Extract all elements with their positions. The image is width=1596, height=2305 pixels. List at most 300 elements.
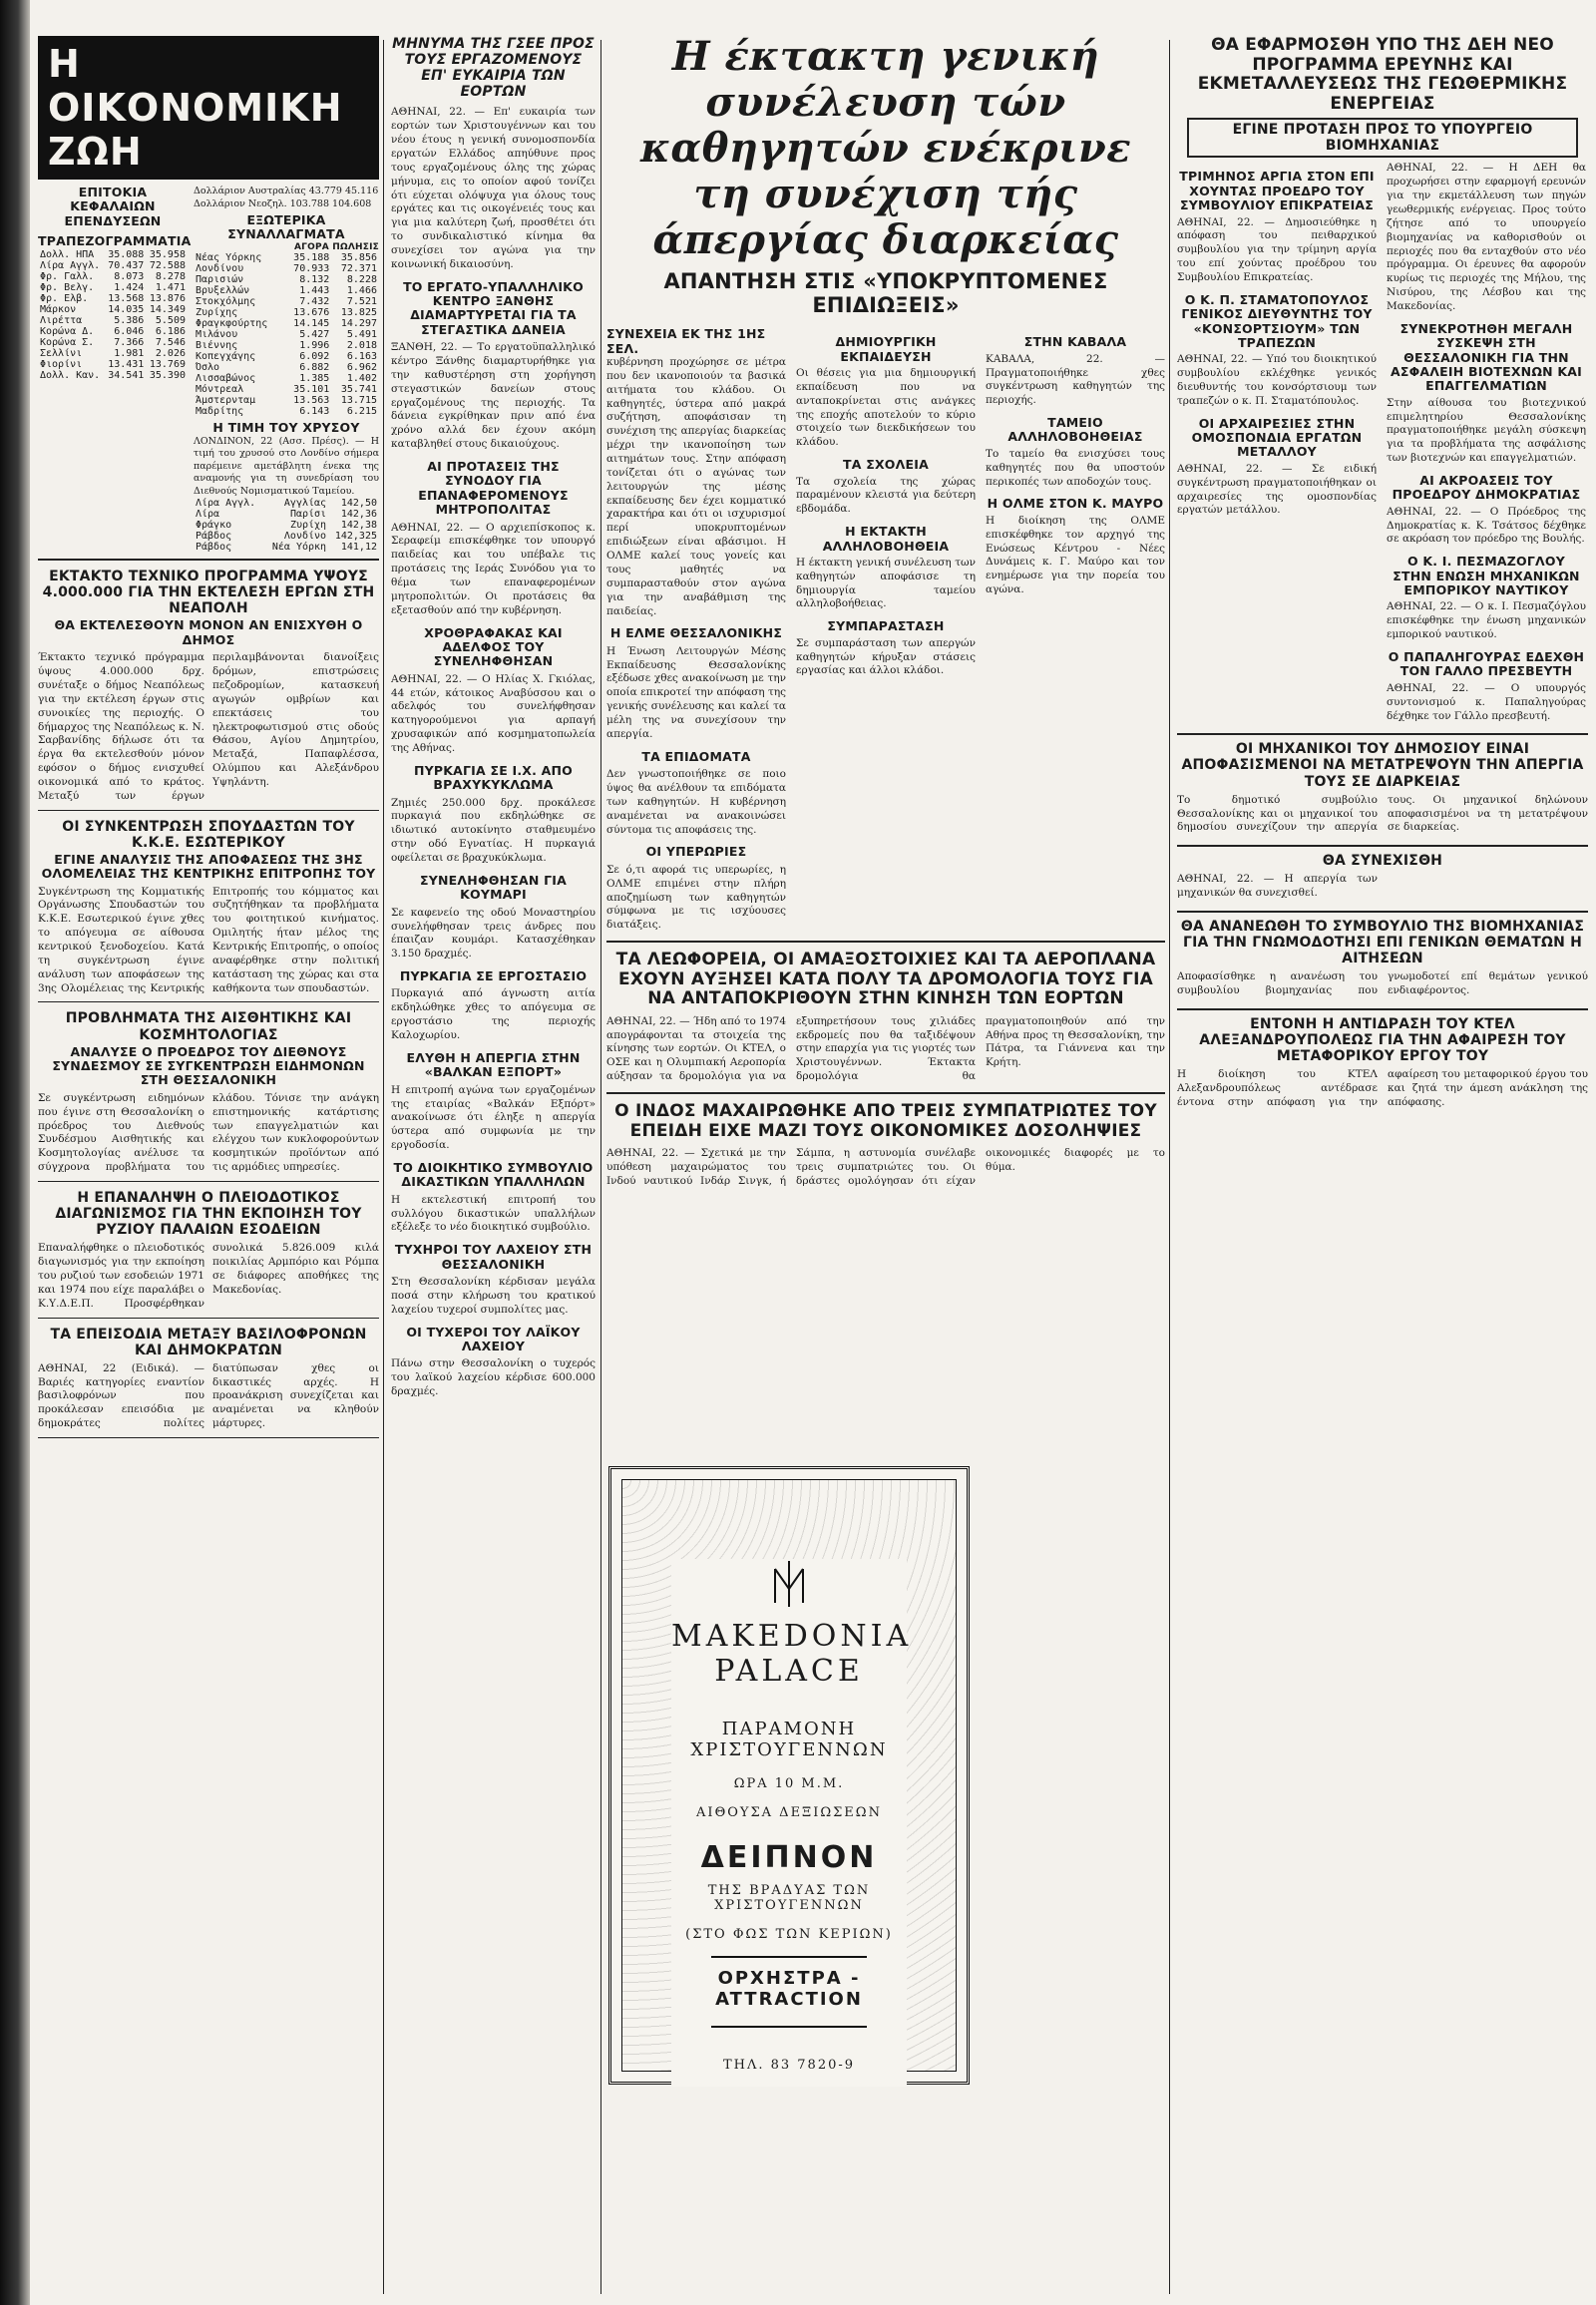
center-subarticles-2 <box>796 327 976 933</box>
article-title: Ο Κ. Π. ΣΤΑΜΑΤΟΠΟΥΛΟΣ ΓΕΝΙΚΟΣ ΔΙΕΥΘΥΝΤΗΣ ΤΟΥ «ΚΟΝΣΟΡΤΣΙΟΥΜ» ΤΩΝ ΤΡΑΠΕΖΩΝ <box>1181 291 1373 350</box>
article-text: ΑΘΗΝΑΙ, 22. — Η απεργία των μηχανικών θα συνεχισθεί. <box>1177 873 1378 900</box>
article <box>796 335 976 450</box>
article-title: Η ΕΚΤΑΚΤΗ ΑΛΛΗΛΟΒΟΗΘΕΙΑ <box>822 524 950 554</box>
article-title: ΕΚΤΑΚΤΟ ΤΕΧΝΙΚΟ ΠΡΟΓΡΑΜΜΑ ΥΨΟΥΣ 4.000.000 ΓΙΑ ΤΗΝ ΕΚΤΕΛΕΣΗ ΕΡΓΩΝ ΣΤΗ ΝΕΑΠΟΛΗ <box>42 569 375 617</box>
ad-brand: MAKEDONIA PALACE <box>671 1619 913 1689</box>
fx-heading: ΕΞΩΤΕΡΙΚΑ ΣΥΝΑΛΛΑΓΜΑΤΑ <box>227 212 345 242</box>
bank-notes-block <box>38 185 192 553</box>
article <box>38 1190 379 1319</box>
article <box>391 1161 596 1235</box>
table-row <box>194 531 379 542</box>
dollar-line: Δολλάριον Αυστραλίας 43.779 45.116 <box>194 186 379 196</box>
table-row <box>194 296 379 307</box>
article-title: ΘΑ ΑΝΑΝΕΩΘΗ ΤΟ ΣΥΜΒΟΥΛΙΟ ΤΗΣ ΒΙΟΜΗΧΑΝΙΑΣ ΓΙΑ ΤΗΝ ΓΝΩΜΟΔΟΤΗΣΙ ΕΠΙ ΓΕΝΙΚΩΝ ΘΕΜΑΤΩΝ Η ΑΙΤΗΣΕΩΝ <box>1180 919 1585 967</box>
column-rule <box>1169 40 1170 2294</box>
article-text: Έκτακτο τεχνικό πρόγραμμα ύψους 4.000.000 δρχ. συνέταξε ο δήμος Νεαπόλεως για την εκτέλεση έργων στις συνοικίες της περιοχής. Ο δήμαρχος της Νεαπόλεως κ. Ν. Σαρβανίδης δήλωσε ότι τα έργα θα εκτελεσθούν μόνον εφόσον ο δήμος ενισχυθεί οικονομικά από το κράτος. Μεταξύ των έργων περιλαμβάνονται διανοίξεις δρόμων, επιστρώσεις πεζοδρομίων, κατασκευή αγωγών ομβρίων και επεκτάσεις του ηλεκτροφωτισμού στις οδούς Θάσου, Αγίου Δημητρίου, Μεταξά, Παπαφλέσσα, Ολύμπου και Αλεξάνδρου Υψηλάντη. <box>38 651 379 802</box>
table-row <box>38 359 188 370</box>
geothermal-subhead: ΕΓΙΝΕ ΠΡΟΤΑΣΗ ΠΡΟΣ ΤΟ ΥΠΟΥΡΓΕΙΟ ΒΙΟΜΗΧΑΝΙΑΣ <box>1187 118 1578 158</box>
table-row <box>38 249 188 260</box>
article-title: ΟΙ ΤΥΧΕΡΟΙ ΤΟΥ ΛΑΪΚΟΥ ΛΑΧΕΙΟΥ <box>406 1324 581 1353</box>
article-title: ΑΙ ΠΡΟΤΑΣΕΙΣ ΤΗΣ ΣΥΝΟΔΟΥ ΓΙΑ ΕΠΑΝΑΦΕΡΟΜΕΝΟΥΣ ΜΗΤΡΟΠΟΛΙΤΑΣ <box>418 459 569 518</box>
table-cell: Όσλο <box>196 362 220 374</box>
main-subhead: ΑΠΑΝΤΗΣΗ ΣΤΙΣ «ΥΠΟΚΡΥΠΤΟΜΕΝΕΣ ΕΠΙΔΙΩΞΕΙΣ» <box>663 269 1108 318</box>
article-text: Επαναλήφθηκε ο πλειοδοτικός διαγωνισμός για την εκποίηση του ρυζιού των εσοδειών 1971 και 1974 που είχε παραλάβει ο Κ.Υ.Δ.Ε.Π. Προσφέρθηκαν συνολικά 5.826.009 κιλά ποικιλίας Αρμπόριο και Ρόμπα σε διάφορες αποθήκες της Μακεδονίας. <box>38 1242 379 1310</box>
table-row <box>38 260 188 271</box>
table-cell: 142,36 <box>340 509 377 521</box>
article-title: ΣΥΝΕΚΡΟΤΗΘΗ ΜΕΓΑΛΗ ΣΥΣΚΕΨΗ ΣΤΗ ΘΕΣΣΑΛΟΝΙΚΗ ΓΙΑ ΤΗΝ ΑΣΦΑΛΕΙΗ ΒΙΟΤΕΧΝΩΝ ΚΑΙ ΕΠΑΓΓΕΛΜΑΤΙΩΝ <box>1390 320 1582 394</box>
table-row <box>194 384 379 395</box>
article-title: ΣΥΝΕΛΗΦΘΗΣΑΝ ΓΙΑ ΚΟΥΜΑΡΙ <box>420 872 567 903</box>
table-row <box>194 252 379 263</box>
article-title: ΘΑ ΣΥΝΕΧΙΣΘΗ <box>1322 853 1443 870</box>
main-story-body <box>606 327 1165 933</box>
table-cell: 35.088 <box>108 248 145 260</box>
table-cell: Κορώνα Δ. <box>40 325 95 337</box>
bank-notes-heading: ΤΡΑΠΕΖΟΓΡΑΜΜΑΤΙΑ <box>38 233 192 249</box>
article <box>391 1243 596 1317</box>
article-title: ΣΥΜΠΑΡΑΣΤΑΣΗ <box>827 618 945 634</box>
column-rule <box>383 40 384 2294</box>
center-lower-right <box>980 1466 1163 2085</box>
article-text: Η εκτελεστική επιτροπή του συλλόγου δικαστικών υπαλλήλων εξέλεξε το νέο διοικητικό συμβούλιο. <box>391 1193 596 1234</box>
market-tables <box>38 186 379 553</box>
table-cell: Φράγκο <box>196 520 232 532</box>
divider <box>38 559 379 561</box>
table-cell: Φραγκφούρτης <box>196 318 268 330</box>
table-row <box>194 274 379 285</box>
gsee-text: ΑΘΗΝΑΙ, 22. — Επ' ευκαιρία των εορτών των Χριστουγέννων και του νέου έτους η γενική συνομοσπονδία εργατών Ελλάδος απηύθυνε προς τους εργαζομένους όλης της χώρας μήνυμα, εις το οποίον αφού τονίζει ότι εύχεται ολόψυχα για όλους τους εργάτες και τις οικογένειές τους και για μια καλύτερη ζωή, προσθέτει ότι το συνδικαλιστικό κίνημα θα συνεχίσει τον αγώνα για την κοινωνική δικαιοσύνη. <box>391 106 596 270</box>
ad-line-7: ΟΡΧΗΣΤΡΑ - ATTRACTION <box>715 1968 863 2010</box>
divider <box>38 810 379 811</box>
table-cell: 6.143 <box>299 406 330 418</box>
table-cell: Φρ. Βελγ. <box>40 281 95 293</box>
article-title: ΤΑ ΣΧΟΛΕΙΑ <box>843 457 929 473</box>
divider <box>606 1092 1165 1094</box>
ad-divider <box>711 2026 867 2028</box>
article <box>391 764 596 866</box>
table-cell: 72.371 <box>340 263 377 275</box>
table-cell: 14.035 <box>108 303 145 315</box>
article <box>391 874 596 961</box>
article-subtitle: ΕΓΙΝΕ ΑΝΑΛΥΣΙΣ ΤΗΣ ΑΠΟΦΑΣΕΩΣ ΤΗΣ 3ΗΣ ΟΛΟΜΕΛΕΙΑΣ ΤΗΣ ΚΕΝΤΡΙΚΗΣ ΕΠΙΤΡΟΠΗΣ ΤΟΥ <box>41 851 376 882</box>
article-text: Η επιτροπή αγώνα των εργαζομένων της εταιρίας «Βαλκάν Εξπόρτ» ανακοίνωσε ότι έληξε η απεργία ύστερα από συμφωνία με την εργοδοσία. <box>391 1083 596 1152</box>
divider <box>1177 733 1588 735</box>
article-text: Η διοίκηση της ΟΛΜΕ επισκέφθηκε τον αρχηγό της Ενώσεως Κέντρου - Νέες Δυνάμεις κ. Γ. Μαύρο και τον ενημέρωσε για την πορεία του αγώνα. <box>986 514 1165 596</box>
article <box>1177 293 1377 409</box>
table-cell: Λονδίνο <box>283 531 327 543</box>
article-text: Σε συγκέντρωση ειδημόνων που έγινε στη Θεσσαλονίκη ο πρόεδρος του Διεθνούς Συνδέσμου Αισθητικής και Κοσμητολογίας ανέλυσε τα σύγχρονα προβλήματα του κλάδου. Τόνισε την ανάγκη επιστημονικής κατάρτισης των επαγγελματιών και ελέγχου των κυκλοφορούντων κοσμητικών προϊόντων από τις αρμόδιες υπηρεσίες. <box>38 1091 379 1174</box>
article <box>38 569 379 810</box>
table-row <box>194 329 379 340</box>
main-headline: Η έκτακτη γενική συνέλευση τών καθηγητών ενέκρινε τη συνέχιση τής άπεργίας διαρκείας <box>639 34 1132 263</box>
table-cell: Δολλ. Καν. <box>40 369 101 381</box>
right-subcolumn-a <box>1177 162 1377 723</box>
table-cell: 6.092 <box>299 351 330 363</box>
right-body <box>1177 162 1588 723</box>
article <box>391 460 596 618</box>
table-cell: 35.390 <box>149 369 186 381</box>
table-row <box>194 498 379 509</box>
article-text: Τα σχολεία της χώρας παραμένουν κλειστά για δεύτερη εβδομάδα. <box>796 475 976 516</box>
geothermal-text: ΑΘΗΝΑΙ, 22. — Η ΔΕΗ θα προχωρήσει στην εφαρμογή ερευνών για την εκμετάλλευση των πηγών γεωθερμικής ενέργειας. Προς τούτο ζήτησε από το υπουργείο βιομηχανίας να καθορισθούν οι περιοχές που θα ενταχθούν στο νέο πρόγραμμα. Οι έρευνες θα αφορούν κυρίως τις περιοχές της Μήλου, της Νισύρου, της Λέσβου και της Μακεδονίας. <box>1387 162 1586 312</box>
article <box>1177 845 1588 901</box>
table-row <box>194 340 379 351</box>
article <box>986 497 1165 597</box>
divider <box>1177 911 1588 913</box>
divider <box>38 1001 379 1002</box>
article-subtitle: ΑΝΑΛΥΣΕ Ο ΠΡΟΕΔΡΟΣ ΤΟΥ ΔΙΕΘΝΟΥΣ ΣΥΝΔΕΣΜΟΥ ΣΕ ΣΥΓΚΕΝΤΡΩΣΗ ΕΙΔΗΜΟΝΩΝ ΣΤΗ ΘΕΣΣΑΛΟΝΙΚΗ <box>52 1043 365 1088</box>
article-title: ΤΥΧΗΡΟΙ ΤΟΥ ΛΑΧΕΙΟΥ ΣΤΗ ΘΕΣΣΑΛΟΝΙΚΗ <box>394 1242 593 1272</box>
table-cell: Λίρα Αγγλ. <box>196 498 256 510</box>
table-row <box>194 362 379 373</box>
article-text: Στην αίθουσα του βιοτεχνικού επιμελητηρίου Θεσσαλονίκης πραγματοποιήθηκε μεγάλη σύσκεψη για τα προβλήματα της ασφάλισης των βιοτεχνών και επαγγελματιών. <box>1387 396 1586 465</box>
table-cell: Λίρα <box>196 509 220 521</box>
column-two <box>391 36 596 2295</box>
table-cell: 6.215 <box>346 406 377 418</box>
article-text: Πάνω στην Θεσσαλονίκη ο τυχερός του λαϊκού λαχείου κέρδισε 600.000 δραχμές. <box>391 1357 596 1398</box>
article <box>1387 650 1586 723</box>
article-title: ΠΡΟΒΛΗΜΑΤΑ ΤΗΣ ΑΙΣΘΗΤΙΚΗΣ ΚΑΙ ΚΟΣΜΗΤΟΛΟΓΙΑΣ <box>65 1010 352 1043</box>
article-text: ΑΘΗΝΑΙ, 22. — Ο κ. Ι. Πεσμαζόγλου επισκέφθηκε την ένωση μηχανικών εμπορικού ναυτικού. <box>1387 600 1586 641</box>
article <box>796 525 976 611</box>
article-text: Στη Θεσσαλονίκη κέρδισαν μεγάλα ποσά στην κλήρωση του κρατικού λαχείου τυχεροί συμπολίτες μας. <box>391 1276 596 1316</box>
article <box>391 1051 596 1153</box>
left-column <box>38 36 379 2295</box>
article <box>1177 911 1588 998</box>
article <box>606 845 786 933</box>
table-cell: 13.825 <box>340 307 377 319</box>
article-title: Ο ΠΑΠΑΛΗΓΟΥΡΑΣ ΕΔΕΧΘΗ ΤΟΝ ΓΑΛΛΟ ΠΡΕΣΒΕΥΤΗ <box>1388 649 1585 679</box>
table-row <box>194 285 379 296</box>
table-cell: 14.145 <box>293 318 330 330</box>
continuation-label: ΣΥΝΕΧΕΙΑ ΕΚ ΤΗΣ 1ΗΣ ΣΕΛ. <box>606 326 766 356</box>
article <box>796 458 976 517</box>
indian-text: ΑΘΗΝΑΙ, 22. — Σχετικά με την υπόθεση μαχαιρώματος του Ινδού ναυτικού Ινδάρ Σινγκ, ή Σάμπα, η αστυνομία συνέλαβε τρεις συμπατριώτες του. Οι δράστες ομολόγησαν ότι είχαν οικονομικές διαφορές με το θύμα. <box>606 1147 1165 1187</box>
article-text: ΑΘΗΝΑΙ, 22. — Ο υπουργός συντονισμού κ. Παπαληγούρας δέχθηκε τον Γάλλο πρεσβευτή. <box>1387 681 1586 722</box>
article-text: ΑΘΗΝΑΙ, 22. — Ο Ηλίας Χ. Γκιόλας, 44 ετών, κάτοικος Αναβύσσου και ο αδελφός του συνελήφθησαν κατηγορούμενοι για αρπαγή χρυσαφικών από κοσμηματοπωλεία της Αθήνας. <box>391 672 596 754</box>
table-cell: Βιέννης <box>196 340 238 352</box>
table-cell: Δολλ. ΗΠΑ <box>40 248 95 260</box>
table-cell: Ζυρίχης <box>196 307 238 319</box>
article <box>606 750 786 838</box>
table-cell: Ζυρίχη <box>289 520 327 532</box>
ad-line-6: (ΣΤΟ ΦΩΣ ΤΩΝ ΚΕΡΙΩΝ) <box>685 1927 893 1942</box>
table-cell: 1.996 <box>299 340 330 352</box>
article-title: ΟΙ ΜΗΧΑΝΙΚΟΙ ΤΟΥ ΔΗΜΟΣΙΟΥ ΕΙΝΑΙ ΑΠΟΦΑΣΙΣΜΕΝΟΙ ΝΑ ΜΕΤΑΤΡΕΨΟΥΝ ΤΗΝ ΑΠΕΡΓΙΑ ΤΟΥΣ ΣΕ ΔΙΑΡΚΕΙΑΣ <box>1181 741 1584 790</box>
divider <box>38 1437 379 1438</box>
article-text: Πυρκαγιά από άγνωστη αιτία εκδηλώθηκε χθες το απόγευμα σε εργοστάσιο της περιοχής Καλοχωρίου. <box>391 987 596 1042</box>
article-title: ΤΡΙΜΗΝΟΣ ΑΡΓΙΑ ΣΤΟΝ ΕΠΙ ΧΟΥΝΤΑΣ ΠΡΟΕΔΡΟ ΤΟΥ ΣΥΜΒΟΥΛΙΟΥ ΕΠΙΚΡΑΤΕΙΑΣ <box>1179 169 1375 213</box>
table-cell: 141,12 <box>340 542 377 554</box>
article-text: Αποφασίσθηκε η ανανέωση του συμβουλίου βιομηχανίας που γνωμοδοτεί επί θεμάτων γενικού ενδιαφέροντος. <box>1177 970 1588 997</box>
table-row <box>194 509 379 520</box>
article-title: Η ΕΠΑΝΑΛΗΨΗ Ο ΠΛΕΙΟΔΟΤΙΚΟΣ ΔΙΑΓΩΝΙΣΜΟΣ ΓΙΑ ΤΗΝ ΕΚΠΟΙΗΣΗ ΤΟΥ ΡΥΖΙΟΥ ΠΑΛΑΙΩΝ ΕΣΟΔΕΙΩΝ <box>55 1189 362 1239</box>
table-row <box>38 304 188 315</box>
table-cell: Φιορίνι <box>40 358 83 370</box>
article-text: Δεν γνωστοποιήθηκε σε ποιο ύψος θα ανέλθουν τα επιδόματα των καθηγητών. Η κυβέρνηση αναμένεται να ανακοινώσει σύντομα τις αποφάσεις της. <box>606 768 786 836</box>
article-text: ΑΘΗΝΑΙ, 22 (Ειδικά). — Βαριές κατηγορίες εναντίον βασιλοφρόνων που προκάλεσαν επεισόδια με δημοκράτες πολίτες διατύπωσαν χθες οι δικαστικές αρχές. Η προανάκριση συνεχίζεται και αναμένεται να κληθούν μάρτυρες. <box>38 1361 379 1430</box>
article-text: ΑΘΗΝΑΙ, 22. — Δημοσιεύθηκε η απόφαση του πειθαρχικού συμβουλίου για την τρίμηνη αργία του επί χούντας προέδρου του Συμβουλίου Επικρατείας. <box>1177 215 1377 283</box>
table-cell: 5.427 <box>299 329 330 341</box>
fx-table <box>194 252 379 417</box>
article-title: ΠΥΡΚΑΓΙΑ ΣΕ ΕΡΓΟΣΤΑΣΙΟ <box>399 968 588 984</box>
article-text: ΑΘΗΝΑΙ, 22. — Σε ειδική συγκέντρωση πραγματοποιήθηκαν οι αρχαιρεσίες της ομοσπονδίας εργατών μετάλλου. <box>1177 462 1377 517</box>
table-row <box>194 373 379 384</box>
table-cell: 14.349 <box>149 303 186 315</box>
table-cell: 6.186 <box>155 325 186 337</box>
table-cell: 5.386 <box>114 314 145 326</box>
article <box>1387 555 1586 642</box>
table-cell: 2.026 <box>155 347 186 359</box>
table-row <box>38 293 188 304</box>
fx-block <box>194 186 379 553</box>
article-text: ΑΘΗΝΑΙ, 22. — Ο Πρόεδρος της Δημοκρατίας κ. Κ. Τσάτσος δέχθηκε σε ακρόαση τον πρόεδρο της Βουλής. <box>1387 505 1586 546</box>
table-cell: 1.443 <box>299 285 330 297</box>
table-cell: Βρυξελλών <box>196 285 250 297</box>
table-cell: 5.509 <box>155 314 186 326</box>
table-cell: 7.546 <box>155 336 186 348</box>
article <box>1177 1008 1588 1110</box>
table-cell: 1.424 <box>114 281 145 293</box>
article <box>1177 417 1377 519</box>
ad-divider <box>711 1956 867 1958</box>
article-text: ΑΘΗΝΑΙ, 22. — Ο αρχιεπίσκοπος κ. Σεραφείμ επισκέφθηκε τον υπουργό παιδείας και του υπέβαλε τις προτάσεις της Ιεράς Συνόδου για το θέμα των επαναφερομένων μητροπολιτών. Οι προτάσεις θα εξετασθούν από την κυβέρνηση. <box>391 521 596 616</box>
divider <box>606 941 1165 943</box>
divider <box>1177 1008 1588 1010</box>
table-cell: Άμστερνταμ <box>196 395 256 407</box>
main-text: κυβέρνηση προχώρησε σε μέτρα που δεν ικανοποιούν τα βασικά αιτήματα του κλάδου. Οι καθηγητές, ύστερα από μακρά συζήτηση, αποφάσισαν τη συνέχιση της απεργίας διαρκείας μέχρι την ικανοποίηση των αιτημάτων τους. Στην απόφαση τονίζεται ότι ο αγώνας των λειτουργών της μέσης εκπαίδευσης δεν έχει κομματικό χαρακτήρα και ότι οι ισχυρισμοί περί υποκρυπτομένων επιδιώξεων είναι αβάσιμοι. Η ΟΛΜΕ καλεί τους γονείς και τους μαθητές να συμπαρασταθούν στον αγώνα για την αναβάθμιση της παιδείας. <box>606 356 786 617</box>
table-cell: Ράβδος <box>196 531 232 543</box>
bank-heading: ΕΠΙΤΟΚΙΑ ΚΕΦΑΛΑΙΩΝ ΕΠΕΝΔΥΣΕΩΝ <box>64 185 162 228</box>
section-title: Η ΟΙΚΟΝΟΜΙΚΗ ΖΩΗ <box>38 36 379 180</box>
table-cell: 8.278 <box>155 270 186 282</box>
table-cell: 142,38 <box>340 520 377 532</box>
table-row <box>38 370 188 381</box>
table-cell: 6.046 <box>114 325 145 337</box>
table-row <box>38 282 188 293</box>
table-cell: 13.568 <box>108 292 145 304</box>
table-cell: 35.188 <box>293 252 330 264</box>
article-title: ΠΥΡΚΑΓΙΑ ΣΕ Ι.Χ. ΑΠΟ ΒΡΑΧΥΚΥΚΛΩΜΑ <box>413 762 573 793</box>
table-cell: 7.521 <box>346 296 377 308</box>
gsee-heading: ΜΗΝΥΜΑ ΤΗΣ ΓΣΕΕ ΠΡΟΣ ΤΟΥΣ ΕΡΓΑΖΟΜΕΝΟΥΣ ΕΠ' ΕΥΚΑΙΡΙΑ ΤΩΝ ΕΟΡΤΩΝ <box>392 36 595 101</box>
article <box>986 416 1165 489</box>
article <box>391 969 596 1043</box>
right-column <box>1177 36 1588 2295</box>
ad-line-3: ΑΙΘΟΥΣΑ ΔΕΞΙΩΣΕΩΝ <box>696 1805 882 1820</box>
article <box>986 335 1165 408</box>
table-cell: Παρισιών <box>196 274 244 286</box>
table-cell: 1.402 <box>346 373 377 385</box>
table-cell: Κορώνα Σ. <box>40 336 95 348</box>
article-text: Η έκτακτη γενική συνέλευση των καθηγητών αποφάσισε τη δημιουργία ταμείου αλληλοβοήθειας. <box>796 556 976 610</box>
table-row <box>194 263 379 274</box>
article <box>1177 170 1377 284</box>
table-cell: 35.958 <box>149 248 186 260</box>
divider <box>1177 845 1588 847</box>
col2-articles <box>391 280 596 1399</box>
article-title: ΤΑ ΕΠΕΙΣΟΔΙΑ ΜΕΤΑΞΥ ΒΑΣΙΛΟΦΡΟΝΩΝ ΚΑΙ ΔΗΜΟΚΡΑΤΩΝ <box>50 1326 367 1358</box>
hotel-logo-icon <box>769 1559 809 1609</box>
article <box>391 1326 596 1399</box>
article-text: Το ταμείο θα ενισχύσει τους καθηγητές που θα υποστούν περικοπές των αποδοχών τους. <box>986 447 1165 488</box>
table-cell: 7.366 <box>114 336 145 348</box>
table-row <box>38 337 188 348</box>
table-cell: 13.715 <box>340 395 377 407</box>
article-title: ΟΙ ΑΡΧΑΙΡΕΣΙΕΣ ΣΤΗΝ ΟΜΟΣΠΟΝΔΙΑ ΕΡΓΑΤΩΝ ΜΕΤΑΛΛΟΥ <box>1191 415 1363 460</box>
article <box>38 1010 379 1181</box>
article-title: ΔΗΜΙΟΥΡΓΙΚΗ ΕΚΠΑΙΔΕΥΣΗ <box>835 334 937 364</box>
table-row <box>38 315 188 326</box>
table-cell: Λίρα Αγγλ. <box>40 259 101 271</box>
article-title: ΣΤΗΝ ΚΑΒΑΛΑ <box>1023 334 1127 350</box>
article <box>391 280 596 452</box>
table-cell: 13.769 <box>149 358 186 370</box>
table-cell: 1.385 <box>299 373 330 385</box>
table-cell: 35.741 <box>340 384 377 396</box>
ad-line-2: ΩΡΑ 10 Μ.Μ. <box>733 1776 845 1791</box>
article-title: ΤΟ ΔΙΟΙΚΗΤΙΚΟ ΣΥΜΒΟΥΛΙΟ ΔΙΚΑΣΤΙΚΩΝ ΥΠΑΛΛΗΛΩΝ <box>393 1159 594 1190</box>
article <box>796 619 976 678</box>
table-cell: 1.466 <box>346 285 377 297</box>
table-cell: 13.563 <box>293 395 330 407</box>
table-cell: Μάρκον <box>40 303 77 315</box>
table-cell: 6.882 <box>299 362 330 374</box>
table-cell: 8.228 <box>346 274 377 286</box>
article-text: Η διοίκηση του ΚΤΕΛ Αλεξανδρουπόλεως αντέδρασε έντονα στην απόφαση για την αφαίρεση του μεταφορικού έργου του και ζητά την άμεση ανάκληση της απόφασης. <box>1177 1068 1588 1109</box>
table-cell: 13.676 <box>293 307 330 319</box>
right-subarticles-b <box>1387 322 1586 724</box>
table-cell: 6.962 <box>346 362 377 374</box>
table-cell: 5.491 <box>346 329 377 341</box>
table-cell: 13.876 <box>149 292 186 304</box>
table-cell: Μαδρίτης <box>196 406 244 418</box>
article-text: Σε ό,τι αφορά τις υπερωρίες, η ΟΛΜΕ επιμένει στην πλήρη αποζημίωση των καθηγητών σύμφωνα με τις ισχύουσες διατάξεις. <box>606 863 786 932</box>
table-cell: Φρ. Γαλλ. <box>40 270 95 282</box>
article-text: ΑΘΗΝΑΙ, 22. — Υπό του διοικητικού συμβουλίου εκλέχθηκε γενικός διευθυντής του κονσόρτσιουμ των τραπεζών ο κ. Π. Σταματόπουλος. <box>1177 353 1377 407</box>
gold-heading: Η ΤΙΜΗ ΤΟΥ ΧΡΥΣΟΥ <box>212 420 360 436</box>
ad-phone: ΤΗΛ. 83 7820-9 <box>722 2058 856 2073</box>
indian-title: Ο ΙΝΔΟΣ ΜΑΧΑΙΡΩΘΗΚΕ ΑΠΟ ΤΡΕΙΣ ΣΥΜΠΑΤΡΙΩΤΕΣ ΤΟΥ ΕΠΕΙΔΗ ΕΙΧΕ ΜΑΖΙ ΤΟΥΣ ΟΙΚΟΝΟΜΙΚΕΣ ΔΟΣΟΛΗΨΙΕΣ <box>614 1101 1157 1141</box>
ad-line-4: ΔΕΙΠΝΟΝ <box>700 1840 878 1875</box>
table-row <box>194 395 379 406</box>
ad-text <box>671 1559 913 2087</box>
article-title: Ο Κ. Ι. ΠΕΣΜΑΖΟΓΛΟΥ ΣΤΗΝ ΕΝΩΣΗ ΜΗΧΑΝΙΚΩΝ ΕΜΠΟΡΙΚΟΥ ΝΑΥΤΙΚΟΥ <box>1393 554 1580 598</box>
article-title: ΟΙ ΣΥΝΚΕΝΤΡΩΣΗ ΣΠΟΥΔΑΣΤΩΝ ΤΟΥ Κ.Κ.Ε. ΕΣΩΤΕΡΙΚΟΥ <box>62 818 355 851</box>
ad-line-1: ΠΑΡΑΜΟΝΗ ΧΡΙΣΤΟΥΓΕΝΝΩΝ <box>690 1719 888 1760</box>
right-subcolumn-b <box>1387 162 1586 723</box>
table-cell: 8.073 <box>114 270 145 282</box>
table-cell: Παρίσι <box>289 509 327 521</box>
divider <box>38 1318 379 1319</box>
table-cell: Σελλίνι <box>40 347 83 359</box>
right-lower-articles <box>1177 733 1588 1110</box>
table-cell: 6.163 <box>346 351 377 363</box>
article-text: Οι θέσεις για μια δημιουργική εκπαίδευση που να ανταποκρίνεται στις ανάγκες της εποχής αποτελούν το κύριο στοιχείο των διεκδικήσεων του κλάδου. <box>796 367 976 449</box>
article <box>391 626 596 756</box>
table-cell: 13.431 <box>108 358 145 370</box>
table-cell: 35.101 <box>293 384 330 396</box>
dollar-line-2: Δολλάριον Νεοζηλ. 103.788 104.608 <box>194 197 372 209</box>
table-cell: Ράβδος <box>196 542 232 554</box>
table-row <box>38 348 188 359</box>
makedonia-palace-ad <box>608 1466 970 2085</box>
article-text: ΚΑΒΑΛΑ, 22. — Πραγματοποιήθηκε χθες συγκέντρωση καθηγητών της περιοχής. <box>986 352 1165 407</box>
article-text: Το δημοτικό συμβούλιο Θεσσαλονίκης και οι μηχανικοί του δημοσίου συνεχίζουν την απεργία τους. Οι μηχανικοί δηλώνουν αποφασισμένοι να τη μετατρέψουν σε διαρκείας. <box>1177 793 1588 834</box>
article <box>38 1327 379 1438</box>
table-row <box>194 406 379 417</box>
gold-intro: ΛΟΝΔΙΝΟΝ, 22 (Ασσ. Πρέσς). — Η τιμή του χρυσού στο Λονδίνο σήμερα παρέμεινε αμετάβλητη ένεκα της αναμονής για τη συνεδρίαση του Διεθνούς Νομισματικού Ταμείου. <box>194 435 379 497</box>
table-cell: 142,325 <box>334 531 377 543</box>
article-text: Συγκέντρωση της Κομματικής Οργάνωσης Σπουδαστών του Κ.Κ.Ε. Εσωτερικού έγινε χθες το απόγευμα σε αίθουσα κεντρικού ξενοδοχείου. Κατά τη συγκέντρωση έγινε ανάλυση των αποφάσεων της 3ης Ολομέλειας της Κεντρικής Επιτροπής του κόμματος και συζητήθηκαν τα προβλήματα του φοιτητικού κινήματος. Ομιλητής ήταν μέλος της Κεντρικής Επιτροπής, ο οποίος αναφέρθηκε στην πολιτική κατάσταση της χώρας και στα καθήκοντα των σπουδαστών. <box>38 885 379 994</box>
table-row <box>38 326 188 337</box>
table-cell: 8.132 <box>299 274 330 286</box>
table-cell: Λισσαβώνος <box>196 373 256 385</box>
table-cell: Φρ. Ελβ. <box>40 292 89 304</box>
center-subarticles-1 <box>606 626 786 933</box>
transport-text: ΑΘΗΝΑΙ, 22. — Ήδη από το 1974 απογράφονται τα στοιχεία της κίνησης των εορτών. Οι ΚΤΕΛ, ο ΟΣΕ και η Ολυμπιακή Αεροπορία αύξησαν τα δρομολόγια για να εξυπηρετήσουν τους χιλιάδες εκδρομείς που θα ταξιδέψουν στην επαρχία για τις γιορτές των Χριστουγέννων. Έκτακτα δρομολόγια θα πραγματοποιηθούν από την Αθήνα προς τη Θεσσαλονίκη, την Πάτρα, τα Γιάννενα και την Κρήτη. <box>606 1014 1165 1083</box>
article-title: ΧΡΟΘΡΑΦΑΚΑΣ ΚΑΙ ΑΔΕΛΦΟΣ ΤΟΥ ΣΥΝΕΛΗΦΘΗΣΑΝ <box>424 624 563 669</box>
table-cell: Λιρέττα <box>40 314 83 326</box>
table-cell: Λονδίνου <box>196 263 244 275</box>
article <box>1177 733 1588 835</box>
body-text-block <box>980 1466 1163 2085</box>
table-cell: 14.297 <box>340 318 377 330</box>
article-text: ΞΑΝΘΗ, 22. — Το εργατοϋπαλληλικό κέντρο Ξάνθης διαμαρτυρήθηκε για την καθυστέρηση στη χορήγηση στεγαστικών δανείων στους εργαζομένους της περιοχής. Τα δάνεια εγκρίθηκαν πριν από ένα χρόνο αλλά δεν έχουν ακόμη καταβληθεί στους δικαιούχους. <box>391 341 596 451</box>
main-story-col1 <box>606 327 786 933</box>
divider <box>38 1181 379 1182</box>
table-cell: 72.588 <box>149 259 186 271</box>
table-cell: Αγγλίας <box>283 498 327 510</box>
table-cell: 70.437 <box>108 259 145 271</box>
fx-columns: ΑΓΟΡΑ ΠΩΛΗΣΙΣ <box>294 241 379 252</box>
article <box>38 819 379 1003</box>
article-title: ΑΙ ΑΚΡΟΑΣΕΙΣ ΤΟΥ ΠΡΟΕΔΡΟΥ ΔΗΜΟΚΡΑΤΙΑΣ <box>1392 473 1581 503</box>
transport-title: ΤΑ ΛΕΩΦΟΡΕΙΑ, ΟΙ ΑΜΑΞΟΣΤΟΙΧΙΕΣ ΚΑΙ ΤΑ ΑΕΡΟΠΛΑΝΑ ΕΧΟΥΝ ΑΥΞΗΣΕΙ ΚΑΤΑ ΠΟΛΥ ΤΑ ΔΡΟΜΟΛΟΓΙΑ ΤΟΥΣ ΓΙΑ ΝΑ ΑΝΤΑΠΟΚΡΙΘΟΥΝ ΣΤΗΝ ΚΙΝΗΣΗ ΤΩΝ ΕΟΡΤΩΝ <box>615 950 1156 1009</box>
article-text: Σε συμπαράσταση των απεργών καθηγητών κήρυξαν στάσεις εργασίας και άλλοι κλάδοι. <box>796 636 976 677</box>
article-subtitle: ΘΑ ΕΚΤΕΛΕΣΘΟΥΝ ΜΟΝΟΝ ΑΝ ΕΝΙΣΧΥΘΗ Ο ΔΗΜΟΣ <box>54 617 363 647</box>
article-title: Η ΕΛΜΕ ΘΕΣΣΑΛΟΝΙΚΗΣ <box>609 625 783 641</box>
article-text: Η Ένωση Λειτουργών Μέσης Εκπαίδευσης Θεσσαλονίκης εξέδωσε χθες ανακοίνωση με την οποία επικροτεί την απόφαση της γενικής συνέλευσης και καλεί τα μέλη της να συνεχίσουν την απεργία. <box>606 644 786 740</box>
table-cell: 7.432 <box>299 296 330 308</box>
center-subarticles-3 <box>986 327 1165 933</box>
table-row <box>194 542 379 553</box>
table-cell: Νέα Υόρκη <box>271 542 327 554</box>
page-binding-shadow <box>0 0 30 2305</box>
article-text: Σε καφενείο της οδού Μοναστηρίου συνελήφθησαν τρεις άνδρες που έπαιζαν κουμάρι. Κατασχέθηκαν 3.150 δραχμές. <box>391 906 596 960</box>
table-cell: 2.018 <box>346 340 377 352</box>
column-rule <box>600 40 601 2294</box>
table-cell: Μόντρεαλ <box>196 384 244 396</box>
table-row <box>194 318 379 329</box>
table-cell: 1.471 <box>155 281 186 293</box>
table-cell: Στοκχόλμης <box>196 296 256 308</box>
left-articles <box>38 569 379 1438</box>
table-cell: 142,50 <box>340 498 377 510</box>
article-text: Ζημιές 250.000 δρχ. προκάλεσε πυρκαγιά που εκδηλώθηκε σε ιδιωτικό αυτοκίνητο σταθμευμένο στην οδό Εγνατίας. Η πυρκαγιά οφείλεται σε βραχυκύκλωμα. <box>391 796 596 865</box>
table-cell: Μιλάνου <box>196 329 238 341</box>
table-cell: Κοπεγχάγης <box>196 351 256 363</box>
table-cell: 1.981 <box>114 347 145 359</box>
article-title: Η ΟΛΜΕ ΣΤΟΝ Κ. ΜΑΥΡΟ <box>987 496 1164 512</box>
article-title: ΟΙ ΥΠΕΡΩΡΙΕΣ <box>645 844 747 860</box>
article-title: ΕΛΥΘΗ Η ΑΠΕΡΓΙΑ ΣΤΗΝ «ΒΑΛΚΑΝ ΕΞΠΟΡΤ» <box>406 1049 581 1080</box>
table-row <box>194 520 379 531</box>
gold-table <box>194 498 379 553</box>
table-row <box>194 307 379 318</box>
table-row <box>38 271 188 282</box>
article <box>1387 322 1586 466</box>
